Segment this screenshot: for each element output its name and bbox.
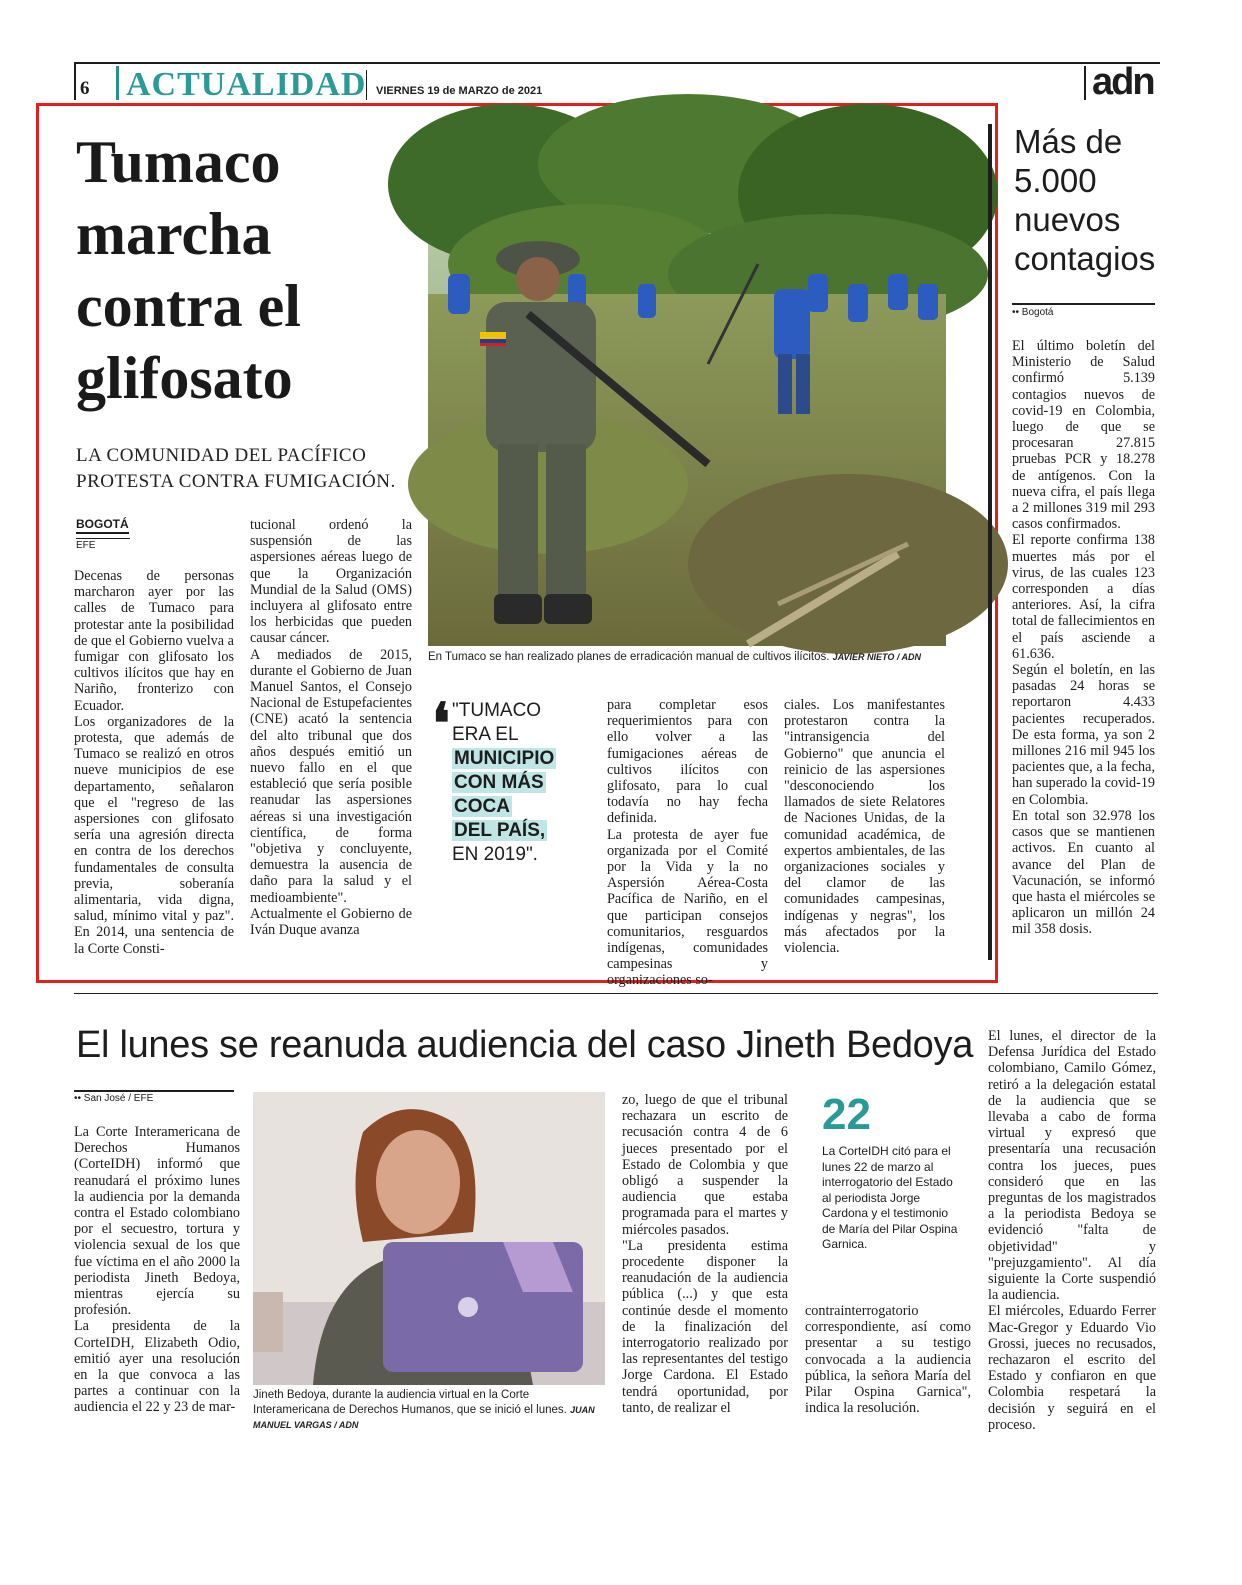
pullquote-line: EN 2019".	[452, 844, 538, 865]
side-headline	[1014, 122, 1164, 278]
pullquote-highlight: DEL PAÍS,	[454, 820, 546, 841]
article-column: tucional ordenó la suspensión de las aspersiones aéreas luego de que la Organización Mundial de la Salud (OMS) incluyera al glifosato entre los herbicidas que pueden causar cáncer. A mediados de 2015, durante el Gobierno de Juan Manuel Santos, el Consejo Nacional de Estupefacientes (CNE) acató la sentencia del alto tribunal que dos años después emitió un nuevo fallo en el que estableció que sería posible reanudar las aspersiones aéreas si una investigación científica, de forma "objetiva y concluyente, demuestra la ausencia de daño para la salud y el medioambiente". Actualmente el Gobierno de Iván Duque avanza	[250, 517, 412, 939]
side-headline-line: nuevos	[1014, 201, 1121, 238]
pullquote-highlight: CON MÁS	[454, 772, 544, 793]
soldier-eradication-photo	[428, 124, 946, 646]
side-headline-line: 5.000	[1014, 162, 1097, 199]
photo-illustration	[253, 1092, 605, 1385]
photo-credit: JUAN MANUEL VARGAS / ADN	[253, 1405, 595, 1430]
photo-caption	[253, 1388, 605, 1433]
dateline: BOGOTÁ	[76, 517, 129, 534]
side-rule	[1012, 303, 1155, 305]
main-subhead	[76, 443, 416, 495]
side-article-body: El último boletín del Ministerio de Salud confirmó 5.139 contagios nuevos de covid-19 en Colombia, luego de que se procesaran 27.815 pruebas PCR y 18.278 de antígenos. Con la nueva cifra, el país llega a 2 millones 319 mil 293 casos confirmados. El reporte confirma 138 muertes más por el virus, de las cuales 123 corresponden a días anteriores. Así, la cifra total de fallecimientos en el país asciende a 61.636. Según el boletín, en las pasadas 24 horas se reportaron 4.433 pacientes recuperados. De esta forma, ya son 2 millones 216 mil 945 los pacientes que, a la fecha, han superado la covid-19 en Colombia. En total son 32.978 los casos que se mantienen activos. En cuanto al avance del Plan de Vacunación, se informó que hasta el miércoles se aplicaron un millón 24 mil 358 dosis.	[1012, 338, 1156, 938]
subhead-line: LA COMUNIDAD DEL PACÍFICO	[76, 445, 367, 466]
pullquote-highlight: MUNICIPIO	[454, 748, 555, 769]
caption-text: Jineth Bedoya, durante la audiencia virtual en la Corte Interamericana de Derechos Humanos, que se inició el lunes.	[253, 1389, 567, 1416]
stat-text: La CorteIDH citó para el lunes 22 de marzo al interrogatorio del Estado al periodista Jorge Cardona y el testimonio de María del Pilar Ospina Garnica.	[822, 1144, 958, 1251]
side-place: •• Bogotá	[1012, 307, 1054, 318]
headline-line: contra el	[76, 273, 301, 339]
header-top-rule	[74, 62, 1160, 64]
photo-illustration	[428, 124, 946, 646]
article-column: zo, luego de que el tribunal rechazara un escrito de recusación contra 4 de 6 jueces presentado por el Estado de Colombia y que obligó a suspender la audiencia que estaba programada para el martes y miércoles pasados. "La presidenta estima procedente disponer la reanudación de la audiencia pública (...) y que esta continúe desde el momento de la finalización del interrogatorio realizado por las representantes del testigo Jorge Cardona. El Estado tendrá oportunidad, por tanto, de realizar el	[622, 1092, 788, 1416]
bottom-place-text: San José / EFE	[83, 1093, 154, 1104]
pullquote-line: "TUMACO	[452, 700, 542, 721]
adn-logo: adn	[1092, 61, 1154, 103]
bottom-rule	[74, 1090, 234, 1092]
pullquote-highlight: COCA	[454, 796, 510, 817]
article-column: El lunes, el director de la Defensa Jurídica del Estado colombiano, Camilo Gómez, retiró a la delegación estatal de la audiencia que se llevaba a cabo de forma virtual y expresó que presentaría una recusación contra los jueces, pues consideró que en las preguntas de los magistrados a la periodista Bedoya se evidenció "falta de objetividad" y "prejuzgamiento". Al día siguiente la Corte suspendió la audiencia. El miércoles, Eduardo Ferrer Mac-Gregor y Eduardo Vio Grossi, jueces no recusados, rechazaron el escrito del Estado y confiaron en que Colombia respetará la decisión y seguirá en el proceso.	[988, 1028, 1156, 1433]
main-headline	[76, 126, 416, 414]
jineth-bedoya-photo	[253, 1092, 605, 1385]
section-accent-bar	[116, 66, 119, 100]
side-place-text: Bogotá	[1021, 307, 1054, 318]
headline-line: marcha	[76, 201, 272, 267]
bottom-headline: El lunes se reanuda audiencia del caso Jineth Bedoya	[76, 1024, 974, 1066]
headline-line: Tumaco	[76, 129, 281, 195]
section-title: ACTUALIDAD	[126, 66, 367, 103]
section-separator	[366, 70, 367, 100]
article-column: Decenas de personas marcharon ayer por las calles de Tumaco para protestar ante la posibilidad de que el Gobierno vuelva a fumigar con glifosato los cultivos ilícitos que hay en Nariño, fronterizo con Ecuador. Los organizadores de la protesta, que además de Tumaco se realizó en otros nueve municipios de ese departamento, señalaron que el "regreso de las aspersiones con glifosato sería una agresión directa en contra de los derechos fundamentales de consulta previa, soberanía alimentaria, vida digna, salud, mínimo vital y paz". En 2014, una sentencia de la Corte Consti-	[74, 568, 234, 957]
article-column: ciales. Los manifestantes protestaron contra la "intransigencia del Gobierno" que anuncia el reinicio de las aspersiones "desconociendo los llamados de siete Relatores de Naciones Unidas, de la comunidad académica, de expertos ambientales, de las organizaciones sociales y del clamor de las comunidades campesinas, indígenas y negras", los más afectados por la violencia.	[784, 697, 945, 957]
headline-line: glifosato	[76, 345, 293, 411]
side-headline-line: Más de	[1014, 123, 1123, 160]
issue-date: VIERNES 19 de MARZO de 2021	[376, 85, 543, 97]
section-divider	[74, 993, 1158, 994]
side-story-bar	[988, 124, 992, 960]
side-headline-line: contagios	[1014, 240, 1156, 277]
subhead-line: PROTESTA CONTRA FUMIGACIÓN.	[76, 471, 396, 492]
quote-mark-icon: ❛	[432, 694, 451, 756]
logo-bar	[1084, 66, 1086, 100]
article-column: contrainterrogatorio correspondiente, así como presentar a su testigo convocada a la audiencia pública, la señora María del Pilar Ospina Garnica", indica la resolución.	[805, 1303, 971, 1417]
header-left-rule	[74, 62, 76, 100]
article-column: para completar esos requerimientos para con ello volver a las fumigaciones aéreas de cultivos ilícitos con glifosato, para lo cual todavía no hay fecha definida. La protesta de ayer fue organizada por el Comité por la Vida y la no Aspersión Aérea-Costa Pacífica de Nariño, en el que participan consejos comunitarios, resguardos indígenas, comunidades campesinas y organizaciones so-	[607, 697, 768, 989]
photo-credit: JAVIER NIETO / ADN	[832, 652, 922, 662]
bottom-place: •• San José / EFE	[74, 1093, 154, 1104]
article-column: La Corte Interamericana de Derechos Humanos (CorteIDH) informó que reanudará el próximo lunes la audiencia por la demanda contra el Estado colombiano por el secuestro, tortura y violencia sexual de los que fue víctima en el año 2000 la periodista Jineth Bedoya, mientras ejercía su profesión. La presidenta de la CorteIDH, Elizabeth Odio, emitió ayer una resolución en la que convoca a las partes a continuar con la audiencia el 22 y 23 de mar-	[74, 1124, 240, 1416]
photo-caption	[428, 650, 948, 665]
page-number: 6	[80, 78, 90, 99]
news-source: EFE	[76, 538, 130, 551]
caption-text: En Tumaco se han realizado planes de erradicación manual de cultivos ilícitos.	[428, 651, 830, 663]
pullquote-line: ERA EL	[452, 724, 519, 745]
stat-number: 22	[822, 1090, 871, 1139]
